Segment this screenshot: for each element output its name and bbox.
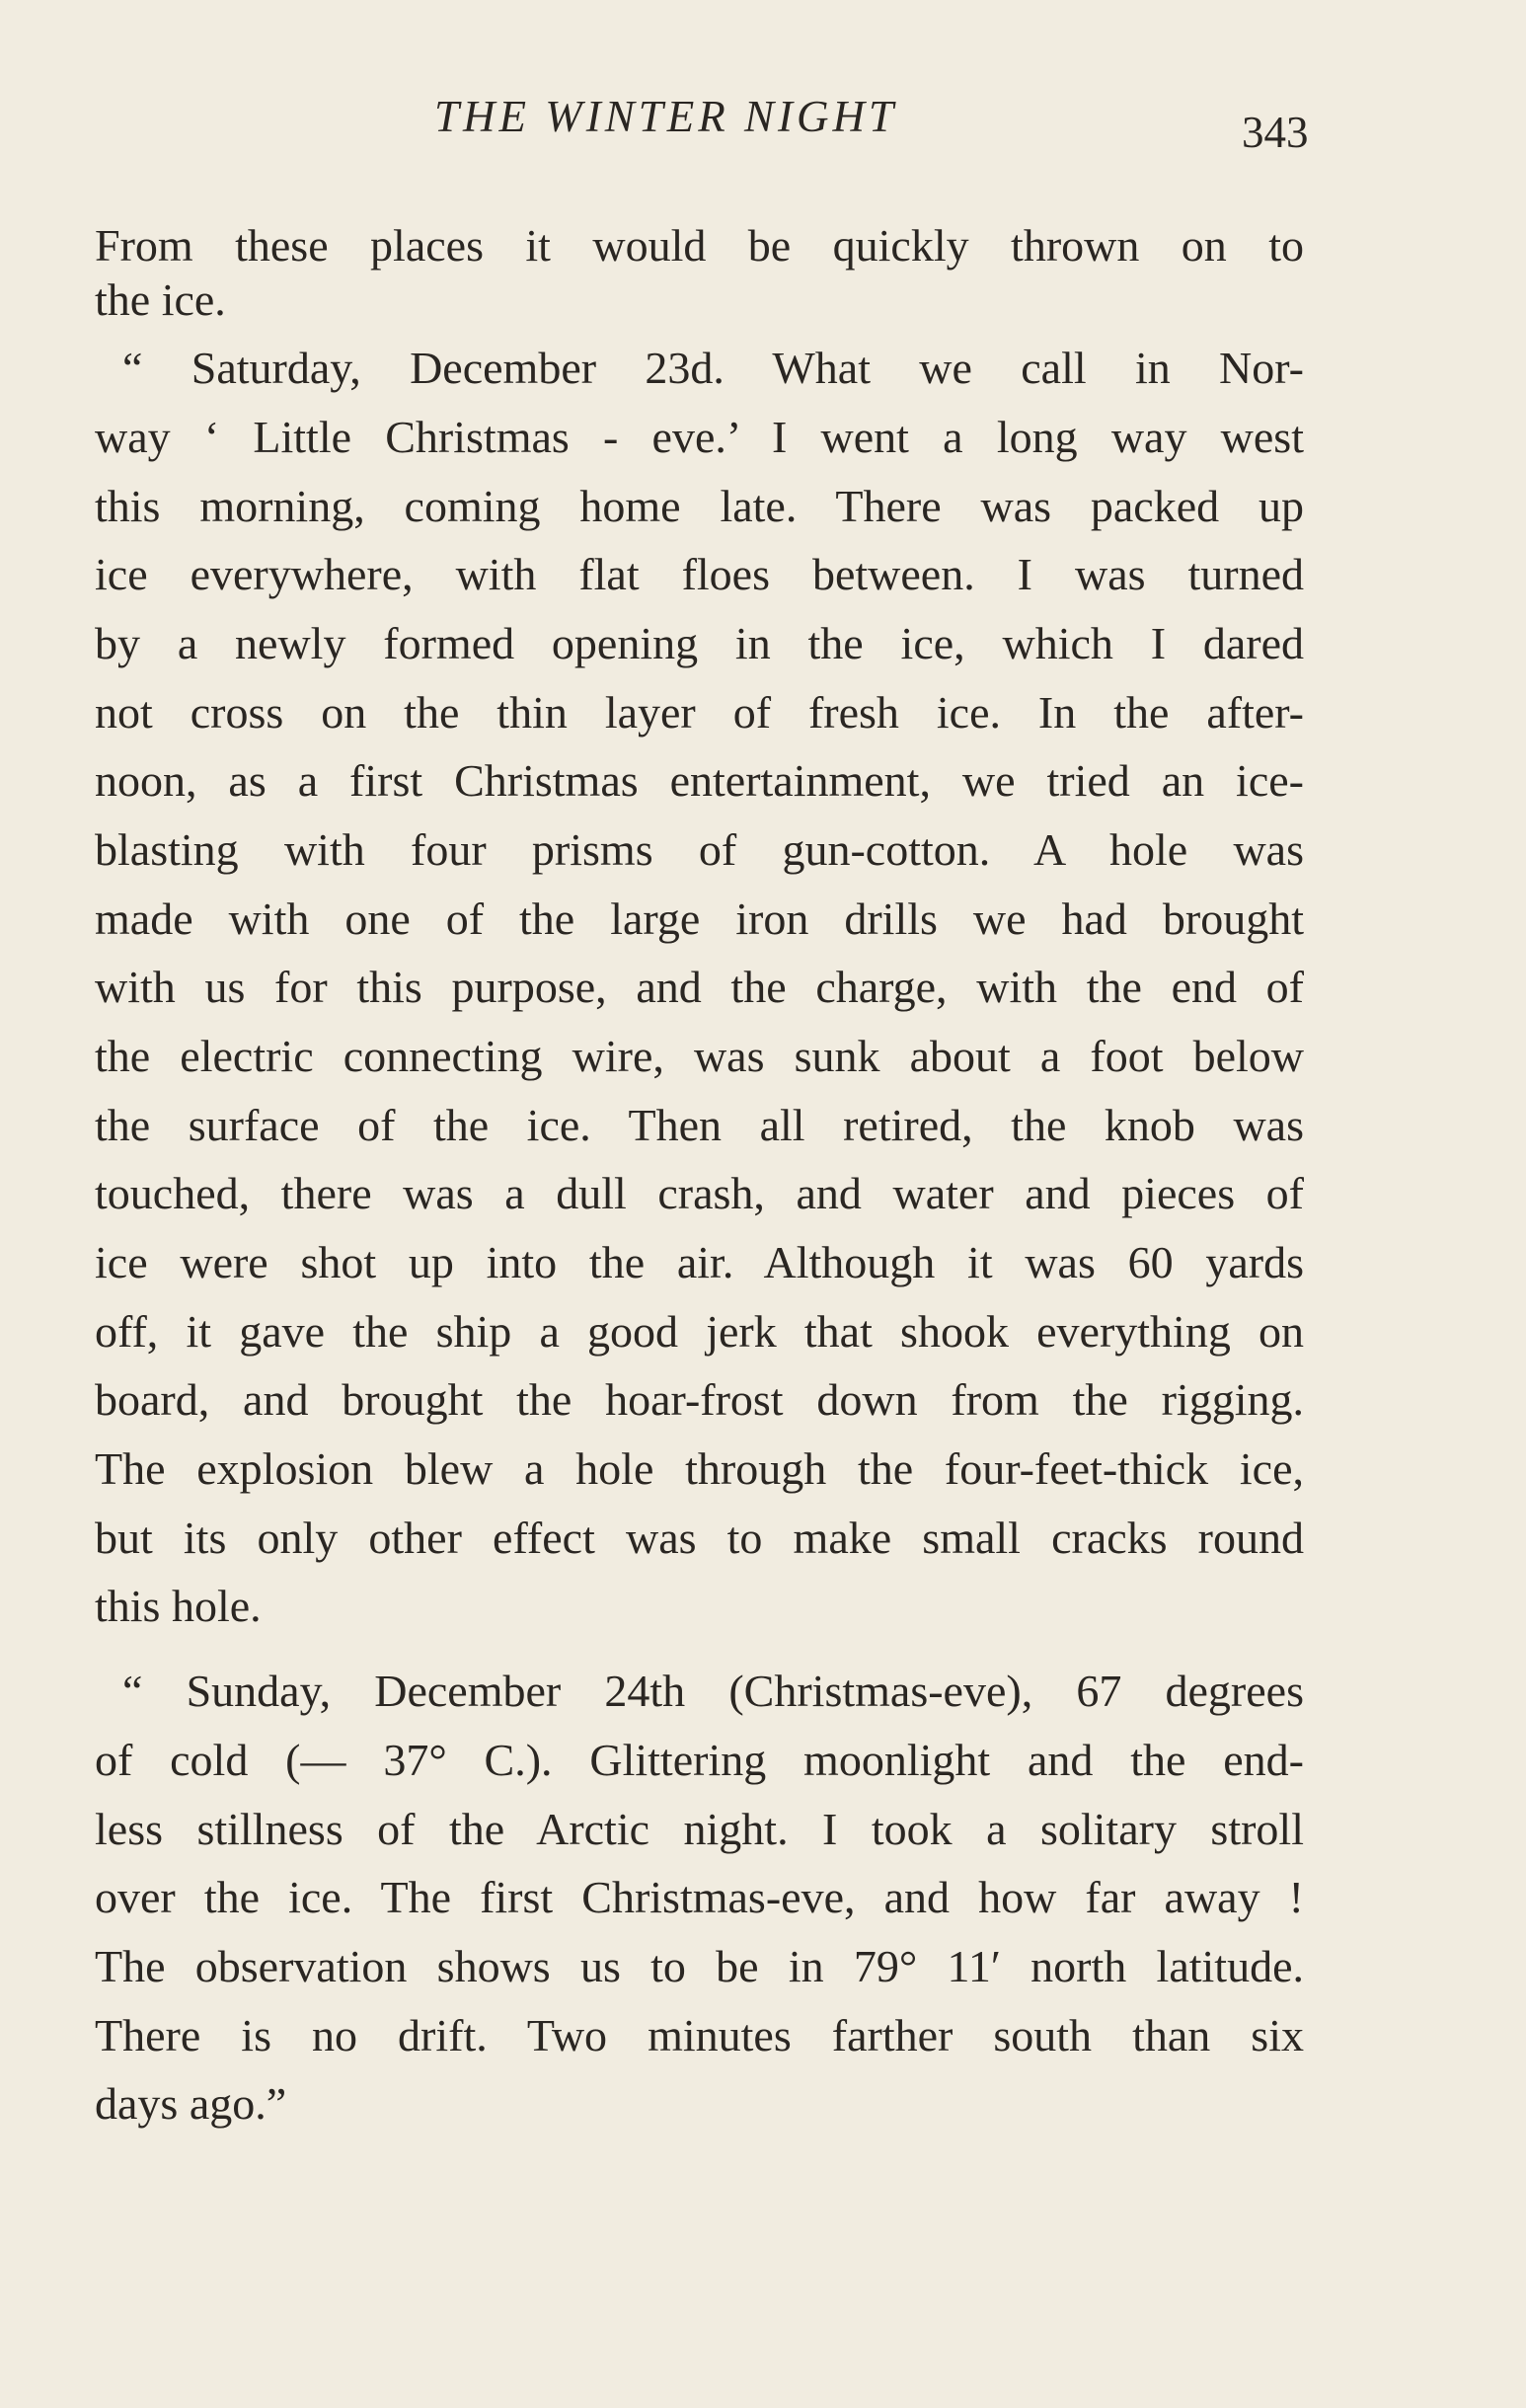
text-line: but its only other effect was to make small cracks round	[95, 1513, 1304, 1563]
text-line: of cold (— 37° C.). Glittering moonlight and the end-	[95, 1735, 1304, 1785]
text-line: There is no drift. Two minutes farther south than six	[95, 2010, 1304, 2060]
running-header-title: THE WINTER NIGHT	[434, 92, 898, 141]
text-line: noon, as a first Christmas entertainment, we tried an ice-	[95, 755, 1304, 806]
text-line: blasting with four prisms of gun-cotton. A hole was	[95, 824, 1304, 875]
text-line: not cross on the thin layer of fresh ice. In the after-	[95, 687, 1304, 738]
text-line: made with one of the large iron drills we had brought	[95, 893, 1304, 944]
text-line: less stillness of the Arctic night. I took a solitary stroll	[95, 1804, 1304, 1854]
text-line: the surface of the ice. Then all retired, the knob was	[95, 1100, 1304, 1150]
text-line: the ice.	[95, 274, 226, 325]
text-line: From these places it would be quickly thrown on to	[95, 220, 1304, 271]
text-line: over the ice. The first Christmas-eve, and how far away !	[95, 1872, 1304, 1922]
text-line: this morning, coming home late. There was packed up	[95, 481, 1304, 531]
text-line: “ Sunday, December 24th (Christmas-eve), 67 degrees	[122, 1666, 1304, 1716]
text-line: by a newly formed opening in the ice, which I dared	[95, 618, 1304, 668]
text-line: off, it gave the ship a good jerk that shook everything on	[95, 1306, 1304, 1357]
text-line: board, and brought the hoar-frost down from the rigging.	[95, 1374, 1304, 1425]
text-line: touched, there was a dull crash, and water and pieces of	[95, 1168, 1304, 1218]
page-number: 343	[1242, 108, 1309, 157]
text-line: ice everywhere, with flat floes between. I was turned	[95, 549, 1304, 599]
text-line: “ Saturday, December 23d. What we call in Nor-	[122, 343, 1304, 393]
text-line: days ago.”	[95, 2078, 287, 2129]
text-line: with us for this purpose, and the charge, with the end of	[95, 962, 1304, 1012]
text-line: The observation shows us to be in 79° 11′ north latitude.	[95, 1941, 1304, 1991]
text-line: this hole.	[95, 1581, 262, 1631]
text-line: ice were shot up into the air. Although it was 60 yards	[95, 1237, 1304, 1287]
text-line: the electric connecting wire, was sunk about a foot below	[95, 1031, 1304, 1081]
text-line: The explosion blew a hole through the four-feet-thick ice,	[95, 1443, 1304, 1494]
text-line: way ‘ Little Christmas - eve.’ I went a long way west	[95, 412, 1304, 462]
